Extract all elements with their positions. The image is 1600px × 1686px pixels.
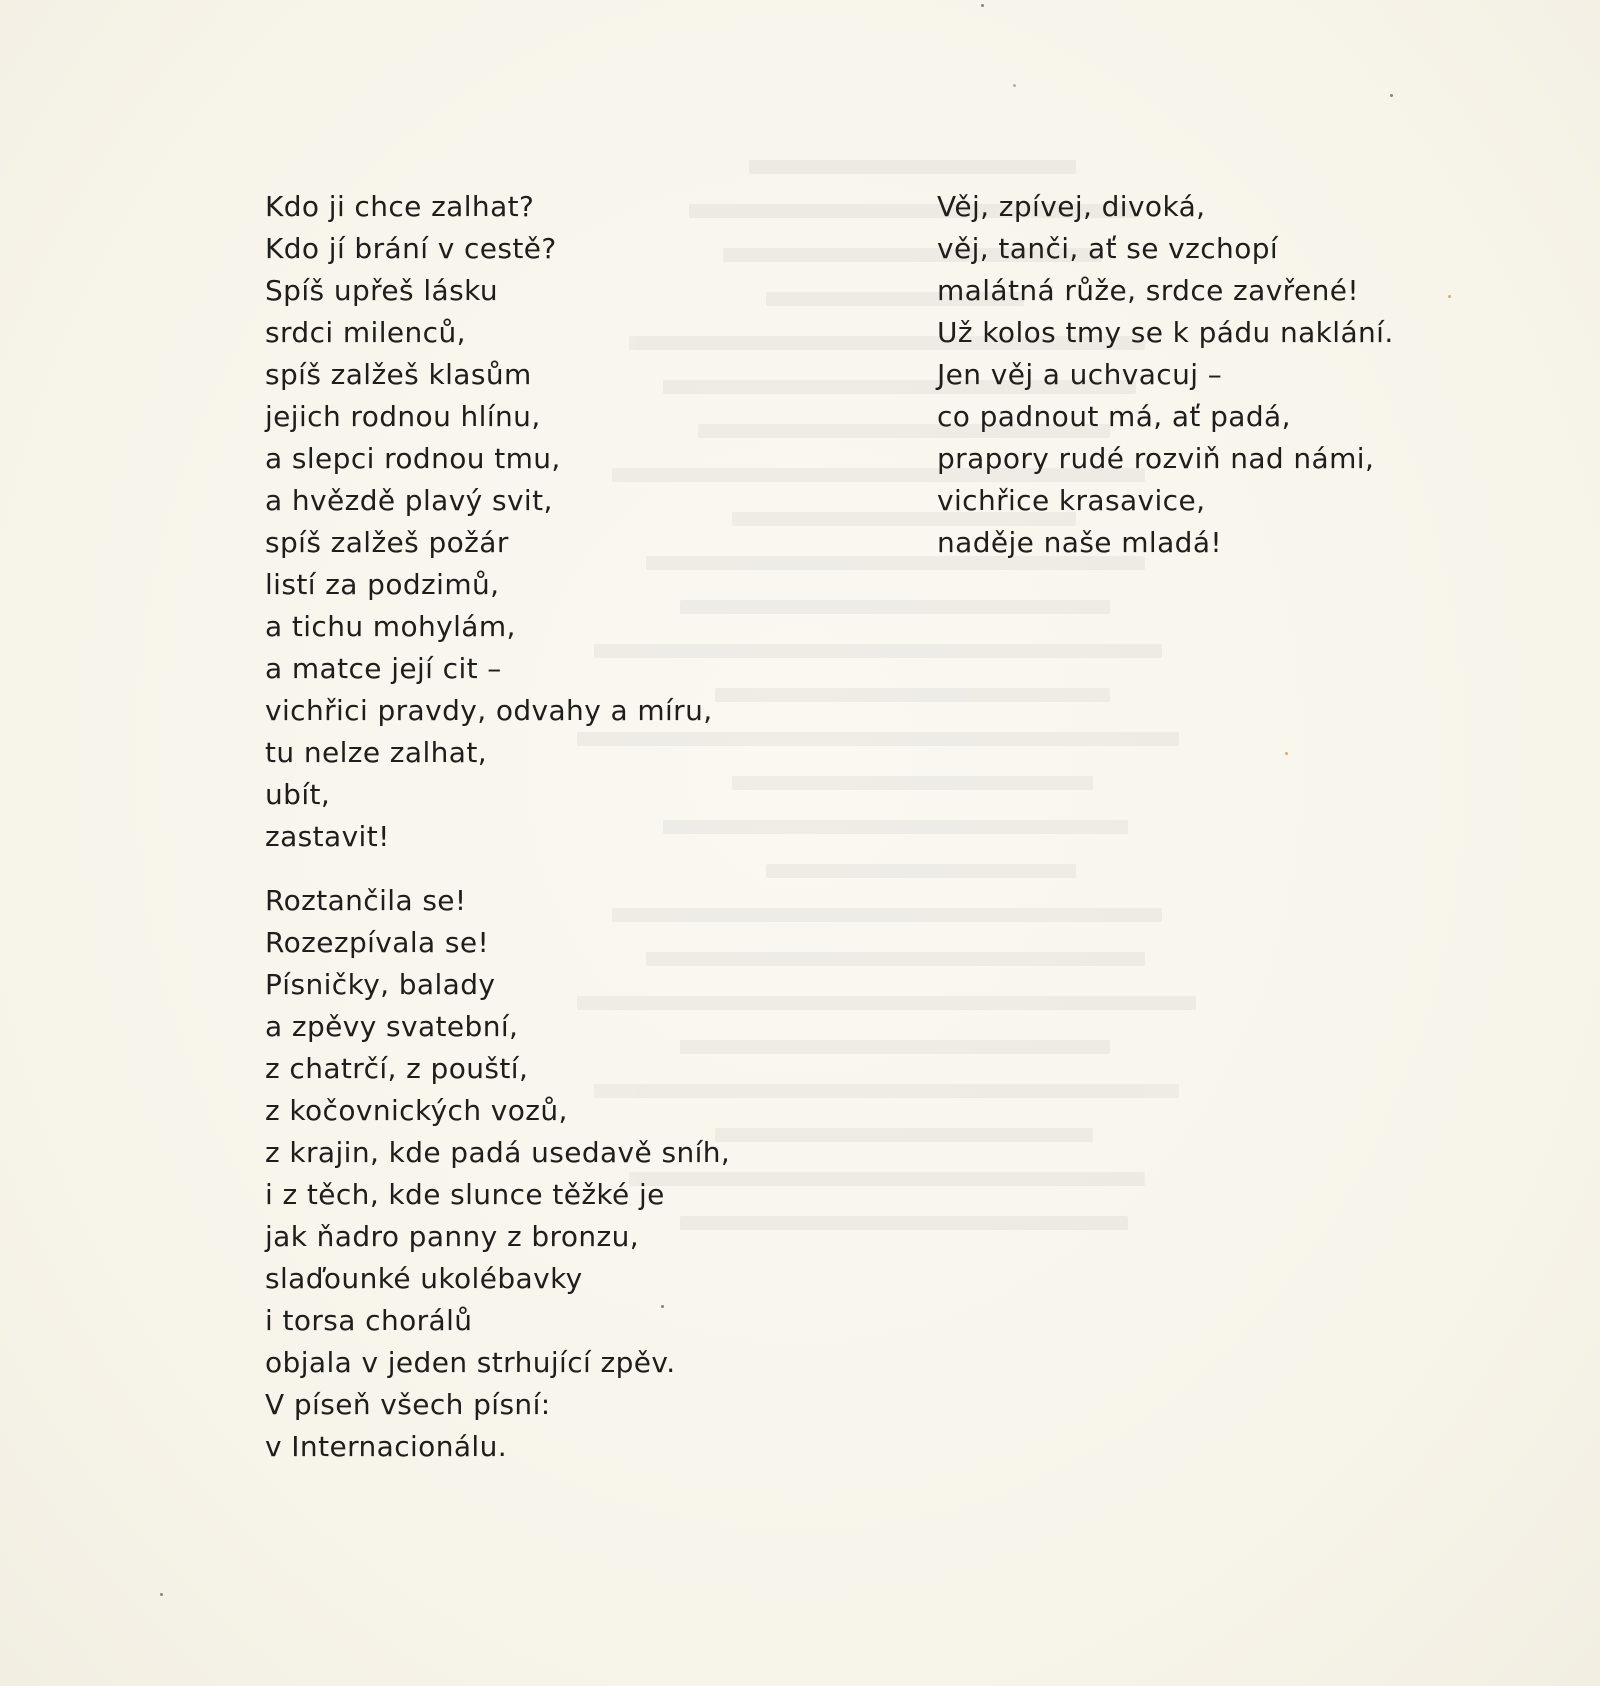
verse-line: spíš zalžeš klasům [265, 358, 532, 391]
verse-line: jejich rodnou hlínu, [265, 400, 541, 433]
verse-line: vichřice krasavice, [937, 484, 1206, 517]
verse-line: srdci milenců, [265, 316, 466, 349]
verse-line: a slepci rodnou tmu, [265, 442, 561, 475]
stanza [937, 186, 1394, 564]
verse-line: Písničky, balady [265, 968, 496, 1001]
verse-line: věj, tanči, ať se vzchopí [937, 232, 1279, 265]
paper-speck [661, 1305, 664, 1308]
verse-line: tu nelze zalhat, [265, 736, 488, 769]
paper-speck [981, 4, 984, 7]
verse-line: ubít, [265, 778, 331, 811]
verse-line: Věj, zpívej, divoká, [937, 190, 1206, 223]
verse-line: Roztančila se! [265, 884, 467, 917]
paper-speck [1448, 295, 1451, 298]
verse-line: v Internacionálu. [265, 1430, 508, 1463]
verse-line: z kočovnických vozů, [265, 1094, 568, 1127]
verse-line: z krajin, kde padá usedavě sníh, [265, 1136, 731, 1169]
verse-line: Kdo jí brání v cestě? [265, 232, 557, 265]
verse-line: naděje naše mladá! [937, 526, 1222, 559]
paper-speck [1013, 84, 1016, 87]
verse-line: z chatrčí, z pouští, [265, 1052, 529, 1085]
paper-speck [160, 1593, 163, 1596]
verse-line: i z těch, kde slunce těžké je [265, 1178, 665, 1211]
verse-line: Spíš upřeš lásku [265, 274, 498, 307]
verse-line: spíš zalžeš požár [265, 526, 509, 559]
verse-line: Už kolos tmy se k pádu naklání. [937, 316, 1394, 349]
stanza [265, 186, 730, 858]
verse-line: malátná růže, srdce zavřené! [937, 274, 1359, 307]
verse-line: jak ňadro panny z bronzu, [265, 1220, 640, 1253]
verse-line: Rozezpívala se! [265, 926, 490, 959]
right-column [937, 186, 1394, 564]
verse-line: slaďounké ukolébavky [265, 1262, 583, 1295]
verse-line: a matce její cit – [265, 652, 502, 685]
paper-speck [1390, 94, 1393, 97]
verse-line: Kdo ji chce zalhat? [265, 190, 535, 223]
verse-line: a tichu mohylám, [265, 610, 516, 643]
verse-line: V píseň všech písní: [265, 1388, 551, 1421]
verse-line: Jen věj a uchvacuj – [937, 358, 1223, 391]
verse-line: co padnout má, ať padá, [937, 400, 1291, 433]
verse-line: listí za podzimů, [265, 568, 500, 601]
left-column [265, 186, 730, 1468]
paper-speck [1285, 752, 1288, 755]
verse-line: objala v jeden strhující zpěv. [265, 1346, 676, 1379]
stanza [265, 880, 730, 1468]
verse-line: prapory rudé rozviň nad námi, [937, 442, 1375, 475]
verse-line: a zpěvy svatební, [265, 1010, 519, 1043]
verse-line: a hvězdě plavý svit, [265, 484, 553, 517]
verse-line: vichřici pravdy, odvahy a míru, [265, 694, 713, 727]
verse-line: i torsa chorálů [265, 1304, 473, 1337]
verse-line: zastavit! [265, 820, 390, 853]
